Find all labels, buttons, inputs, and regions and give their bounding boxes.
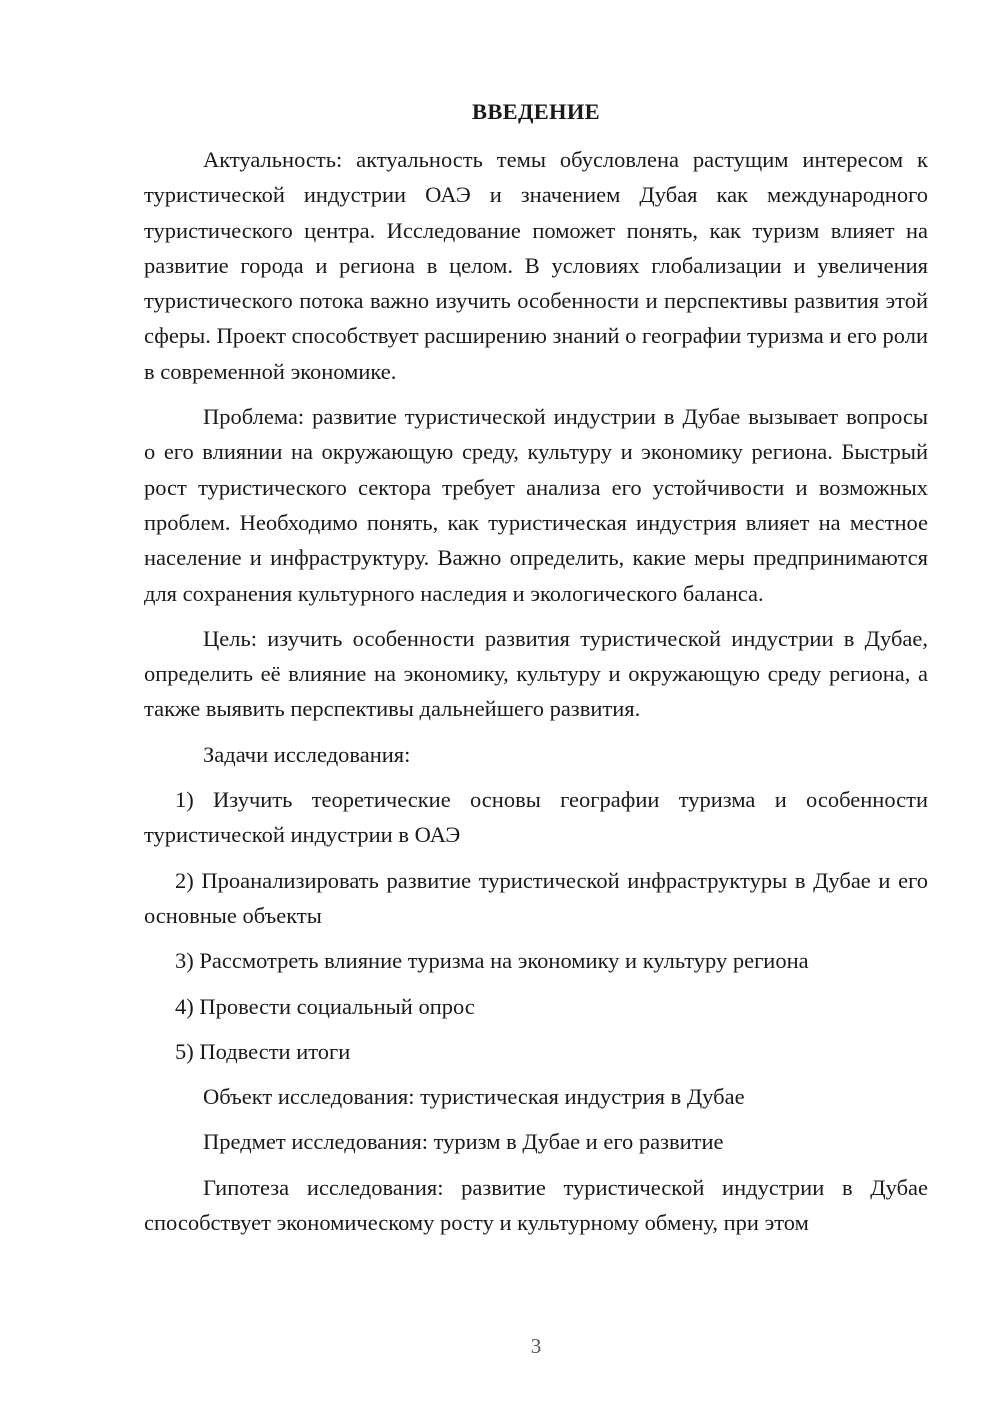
paragraph-hypothesis: Гипотеза исследования: развитие туристической индустрии в Дубае способствует экономическому росту и культурному обмену, при этом [144, 1174, 928, 1236]
section-title: ВВЕДЕНИЕ [472, 99, 600, 124]
tasks-heading: Задачи исследования: [203, 741, 411, 767]
paragraph-relevance: Актуальность: актуальность темы обусловлена растущим интересом к туристической индустрии ОАЭ и значением Дубая как международного туристического центра. Исследование поможет понять, как туризм влияет на развитие города и региона в целом. В условиях глобализации и увеличения туристического потока важно изучить особенности и перспективы развития этой сферы. Проект способствует расширению знаний о географии туризма и его роли в современной экономике. [144, 147, 928, 384]
task-item-4: 4) Провести социальный опрос [175, 993, 475, 1019]
task-item-5: 5) Подвести итоги [175, 1038, 351, 1064]
task-item-1: 1) Изучить теоретические основы географии туризма и особенности туристической индустрии в ОАЭ [144, 787, 928, 848]
task-item-3: 3) Рассмотреть влияние туризма на экономику и культуру региона [175, 948, 809, 974]
page-number: 3 [530, 1334, 542, 1358]
paragraph-goal: Цель: изучить особенности развития туристической индустрии в Дубае, определить её влияние на экономику, культуру и окружающую среду региона, а также выявить перспективы дальнейшего развития. [144, 625, 928, 722]
paragraph-object: Объект исследования: туристическая индустрия в Дубае [203, 1084, 745, 1110]
task-item-2: 2) Проанализировать развитие туристической инфраструктуры в Дубае и его основные объекты [144, 867, 928, 928]
paragraph-subject: Предмет исследования: туризм в Дубае и его развитие [203, 1129, 724, 1155]
page-content [144, 94, 928, 1250]
paragraph-problem: Проблема: развитие туристической индустрии в Дубае вызывает вопросы о его влиянии на окружающую среду, культуру и экономику региона. Быстрый рост туристического сектора требует анализа его устойчивости и возможных проблем. Необходимо понять, как туристическая индустрия влияет на местное население и инфраструктуру. Важно определить, какие меры предпринимаются для сохранения культурного наследия и экологического баланса. [144, 404, 928, 606]
